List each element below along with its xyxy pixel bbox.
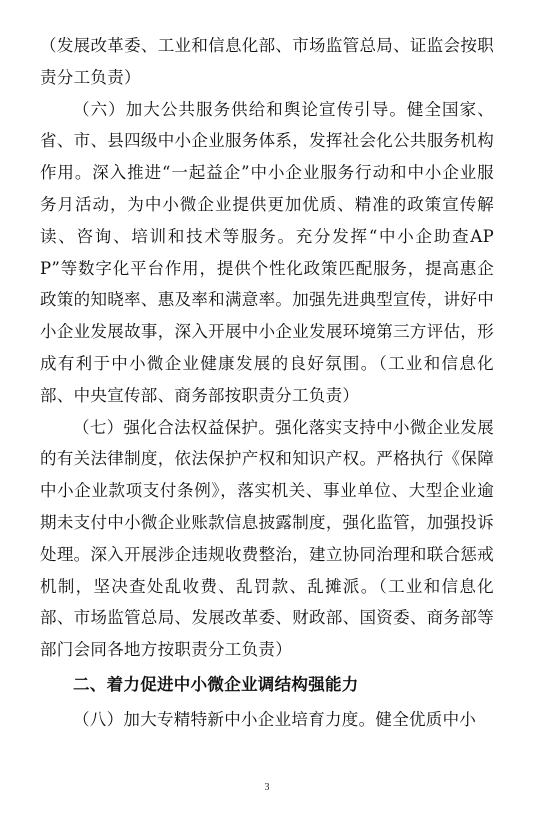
paragraph-responsibility-note: （发展改革委、工业和信息化部、市场监管总局、证监会按职责分工负责） — [40, 36, 494, 87]
page-number: 3 — [264, 782, 270, 793]
document-body — [40, 30, 494, 736]
section-heading-2: 二、着力促进中小微企业调结构强能力 — [73, 674, 359, 694]
paragraph-item-8: （八）加大专精特新中小企业培育力度。健全优质中小 — [73, 709, 477, 729]
paragraph-item-7: （七）强化合法权益保护。强化落实支持中小微企业发展的有关法律制度，依法保护产权和知识产权。严格执行《保障中小企业款项支付条例》，落实机关、事业单位、大型企业逾期未支付中小微企业账款信息披露制度，强化监管，加强投诉处理。深入开展涉企违规收费整治，建立协同治理和联合惩戒机制，坚决查处乱收费、乱罚款、乱摊派。（工业和信息化部、市场监管总局、发展改革委、财政部、国资委、商务部等部门会同各地方按职责分工负责） — [40, 417, 494, 660]
paragraph-item-6: （六）加大公共服务供给和舆论宣传引导。健全国家、省、市、县四级中小企业服务体系，发挥社会化公共服务机构作用。深入推进“一起益企”中小企业服务行动和中小企业服务月活动，为中小微企业提供更加优质、精准的政策宣传解读、咨询、培训和技术等服务。充分发挥“中小企助查APP”等数字化平台作用，提供个性化政策匹配服务，提高惠企政策的知晓率、惠及率和满意率。加强先进典型宣传，讲好中小企业发展故事，深入开展中小企业发展环境第三方评估，形成有利于中小微企业健康发展的良好氛围。（工业和信息化部、中央宣传部、商务部按职责分工负责） — [40, 99, 494, 405]
